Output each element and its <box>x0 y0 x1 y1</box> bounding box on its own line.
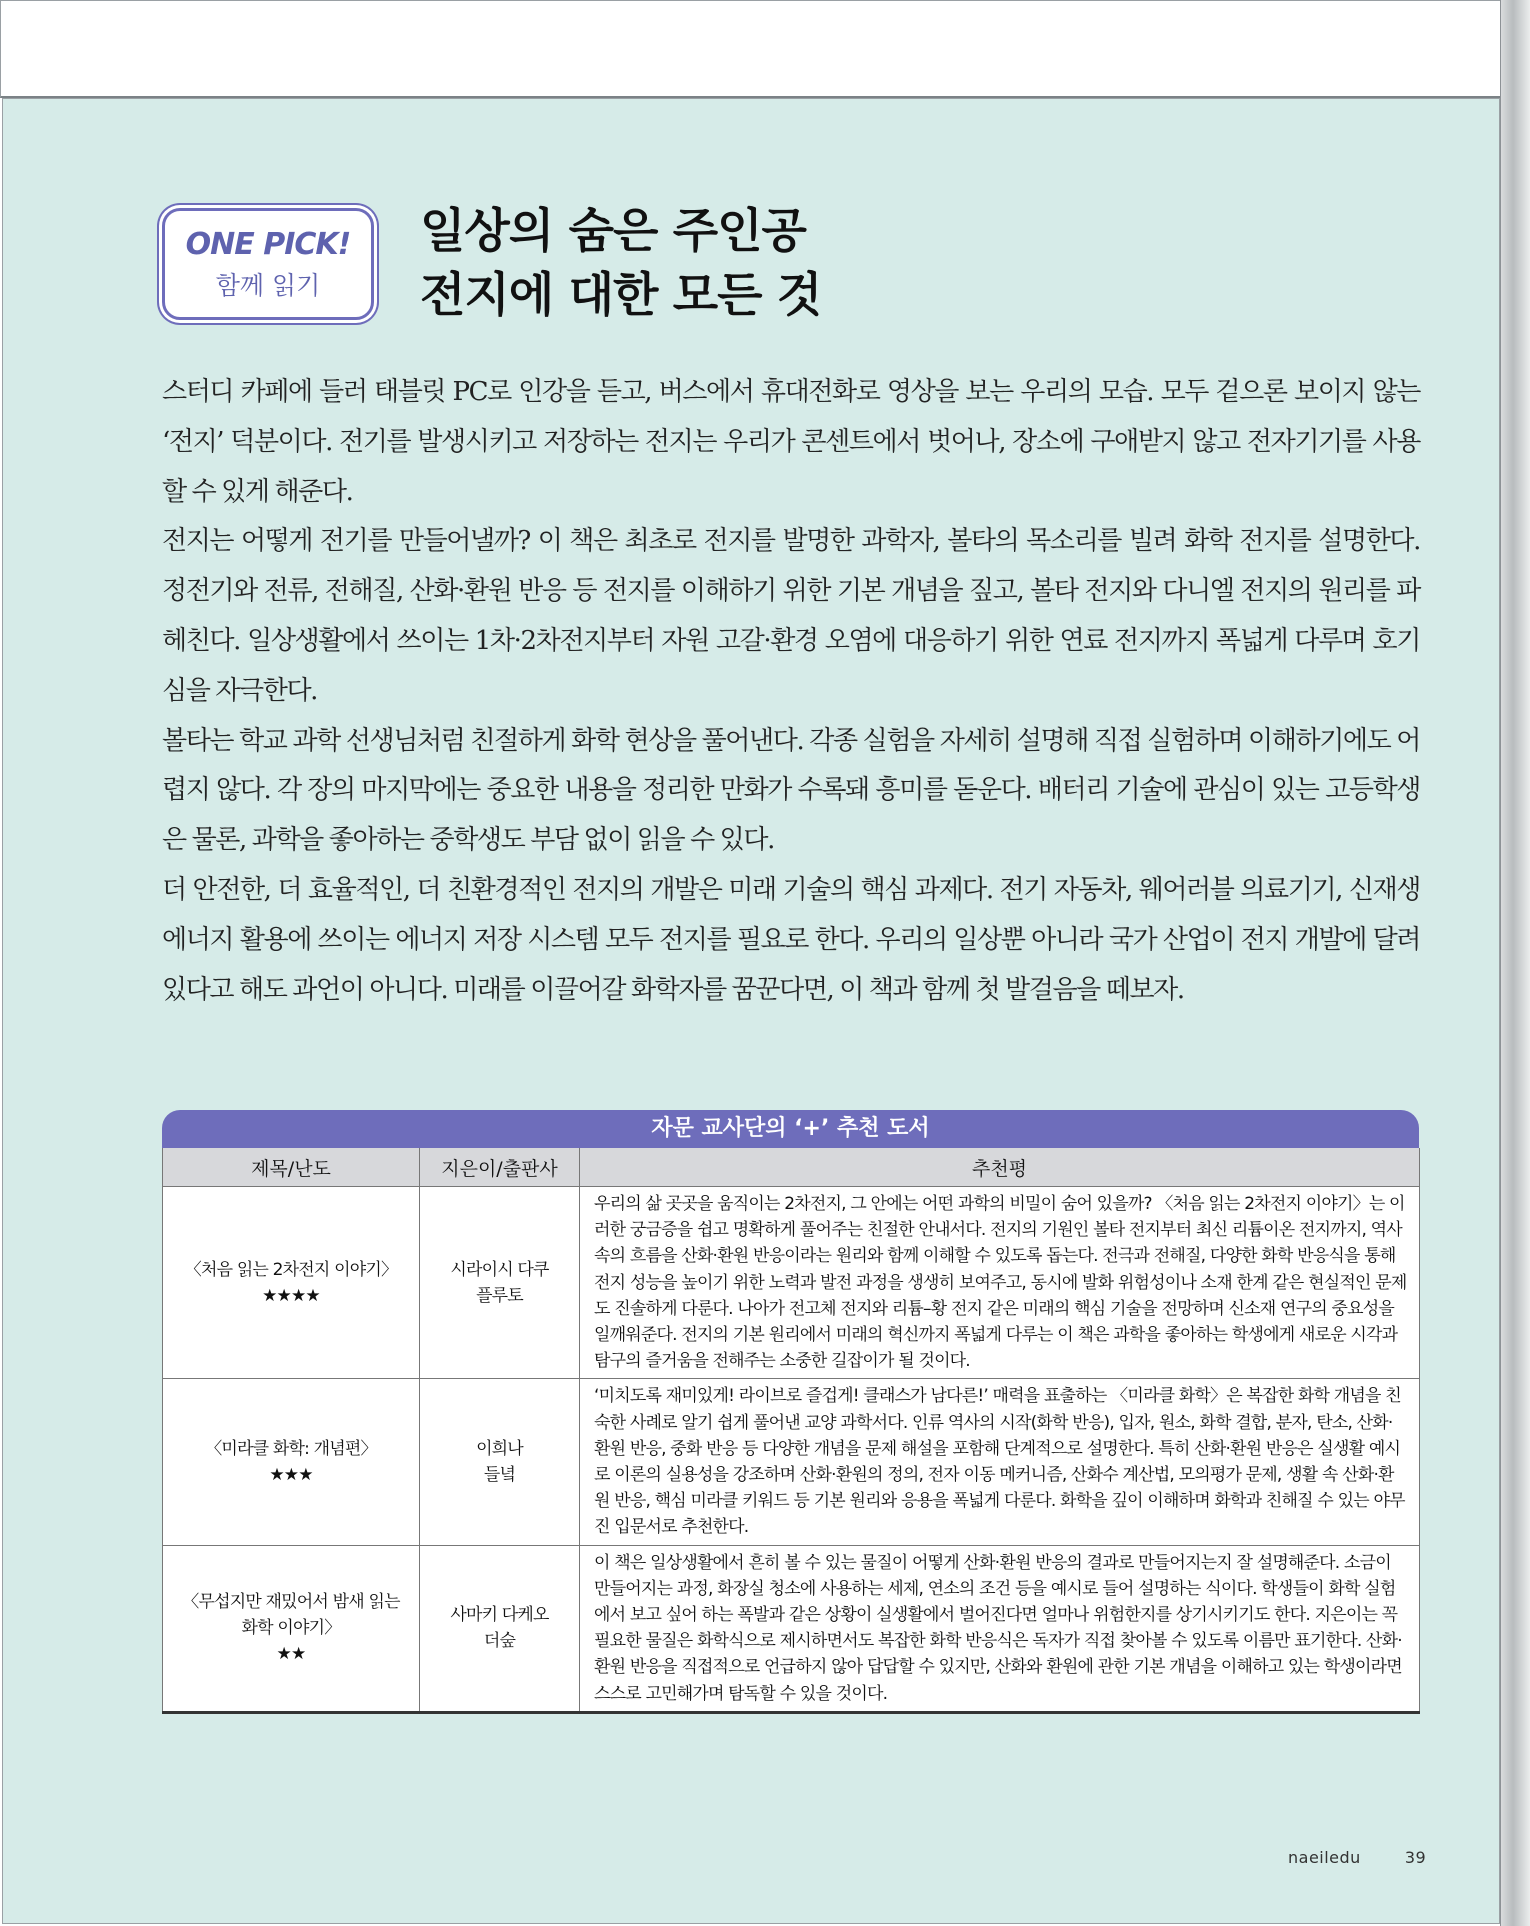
books-table <box>162 1148 1420 1714</box>
book-title: 〈처음 읽는 2차전지 이야기〉 <box>184 1259 398 1280</box>
paragraph: 더 안전한, 더 효율적인, 더 친환경적인 전지의 개발은 미래 기술의 핵심 과제다. 전기 자동차, 웨어러블 의료기기, 신재생 에너지 활용에 쓰이는 에너지 저장 시스템 모두 전지를 필요로 한다. 우리의 일상뿐 아니라 국가 산업이 전지 개발에 달려 있다고 해도 과언이 아니다. 미래를 이끌어갈 화학자를 꿈꾼다면, 이 책과 함께 첫 발걸음을 떼보자. <box>162 874 1420 1005</box>
book-author-cell <box>420 1545 580 1712</box>
book-review: 이 책은 일상생활에서 흔히 볼 수 있는 물질이 어떻게 산화·환원 반응의 결과로 만들어지는지 잘 설명해준다. 소금이 만들어지는 과정, 화장실 청소에 사용하는 세제, 연소의 조건 등을 예시로 들어 설명하는 식이다. 학생들이 화학 실험에서 보고 싶어 하는 폭발과 같은 상황이 실생활에서 벌어진다면 얼마나 위험한지를 상기시키기도 한다. 지은이는 꼭 필요한 물질은 화학식으로 제시하면서도 복잡한 화학 반응식은 독자가 직접 찾아볼 수 있도록 이름만 표기한다. 산화·환원 반응을 직접적으로 언급하지 않아 답답할 수 있지만, 산화와 환원에 관한 기본 개념을 이해하고 있는 학생이라면 스스로 고민해가며 탐독할 수 있을 것이다. <box>580 1545 1420 1712</box>
headline <box>420 200 1420 328</box>
table-row <box>163 1545 1420 1712</box>
paragraph: 볼타는 학교 과학 선생님처럼 친절하게 화학 현상을 풀어낸다. 각종 실험을 자세히 설명해 직접 실험하며 이해하기에도 어렵지 않다. 각 장의 마지막에는 중요한 내용을 정리한 만화가 수록돼 흥미를 돋운다. 배터리 기술에 관심이 있는 고등학생은 물론, 과학을 좋아하는 중학생도 부담 없이 읽을 수 있다. <box>162 725 1420 856</box>
book-review: 우리의 삶 곳곳을 움직이는 2차전지, 그 안에는 어떤 과학의 비밀이 숨어 있을까? 〈처음 읽는 2차전지 이야기〉는 이러한 궁금증을 쉽고 명확하게 풀어주는 친절한 안내서다. 전지의 기원인 볼타 전지부터 최신 리튬이온 전지까지, 역사 속의 흐름을 산화·환원 반응이라는 원리와 함께 이해할 수 있도록 돕는다. 전극과 전해질, 다양한 화학 반응식을 통해 전지 성능을 높이기 위한 노력과 발전 과정을 생생히 보여주고, 동시에 발화 위험성이나 소재 한계 같은 현실적인 문제도 진솔하게 다룬다. 나아가 전고체 전지와 리튬–황 전지 같은 미래의 핵심 기술을 전망하며 신소재 연구의 중요성을 일깨워준다. 전지의 기본 원리에서 미래의 혁신까지 폭넓게 다루는 이 책은 과학을 좋아하는 학생에게 새로운 시각과 탐구의 즐거움을 전해주는 소중한 길잡이가 될 것이다. <box>580 1187 1420 1379</box>
book-author: 이희나 <box>476 1439 523 1460</box>
recommended-books <box>162 1110 1419 1714</box>
book-author-cell <box>420 1187 580 1379</box>
book-publisher: 플루토 <box>476 1285 523 1306</box>
table-row <box>163 1187 1420 1379</box>
book-publisher: 더숲 <box>483 1631 516 1652</box>
page-top-margin <box>0 0 1515 98</box>
header-author: 지은이/출판사 <box>420 1148 580 1187</box>
book-title: 〈무섭지만 재밌어서 밤새 읽는 화학 이야기〉 <box>182 1592 400 1639</box>
header-review: 추천평 <box>580 1148 1420 1187</box>
article-body <box>162 368 1420 1015</box>
page-edge <box>1500 0 1530 1926</box>
book-title-cell <box>163 1379 420 1545</box>
table-header-row <box>163 1148 1420 1187</box>
paragraph: 전지는 어떻게 전기를 만들어낼까? 이 책은 최초로 전지를 발명한 과학자, 볼타의 목소리를 빌려 화학 전지를 설명한다. 정전기와 전류, 전해질, 산화·환원 반응 등 전지를 이해하기 위한 기본 개념을 짚고, 볼타 전지와 다니엘 전지의 원리를 파헤친다. 일상생활에서 쓰이는 1차·2차전지부터 자원 고갈·환경 오염에 대응하기 위한 연료 전지까지 폭넓게 다루며 호기심을 자극한다. <box>162 526 1420 706</box>
table-title: 자문 교사단의 ‘+’ 추천 도서 <box>162 1110 1419 1148</box>
book-title-cell <box>163 1187 420 1379</box>
book-title: 〈미라클 화학: 개념편〉 <box>205 1439 377 1460</box>
headline-line-1: 일상의 숨은 주인공 <box>420 204 806 259</box>
book-review: ‘미치도록 재미있게! 라이브로 즐겁게! 클래스가 남다른!’ 매력을 표출하는 〈미라클 화학〉은 복잡한 화학 개념을 친숙한 사례로 알기 쉽게 풀어낸 교양 과학서다. 인류 역사의 시작(화학 반응), 입자, 원소, 화학 결합, 분자, 탄소, 산화·환원 반응, 중화 반응 등 다양한 개념을 문제 해설을 포함해 단계적으로 설명한다. 특히 산화·환원 반응은 실생활 예시로 이론의 실용성을 강조하며 산화·환원의 정의, 전자 이동 메커니즘, 산화수 계산법, 모의평가 문제, 생활 속 산화·환원 반응, 핵심 미라클 키워드 등 기본 원리와 응용을 폭넓게 다룬다. 화학을 깊이 이해하며 화학과 친해질 수 있는 야무진 입문서로 추천한다. <box>580 1379 1420 1545</box>
book-author-cell <box>420 1379 580 1545</box>
book-author: 시라이시 다쿠 <box>450 1259 549 1280</box>
badge-main-label: ONE PICK! <box>185 226 351 262</box>
book-author: 사마키 다케오 <box>450 1605 549 1626</box>
book-publisher: 들녘 <box>483 1465 516 1486</box>
page-footer <box>1288 1848 1426 1867</box>
footer-brand: naeiledu <box>1288 1848 1361 1867</box>
table-row <box>163 1379 1420 1545</box>
paragraph: 스터디 카페에 들러 태블릿 PC로 인강을 듣고, 버스에서 휴대전화로 영상을 보는 우리의 모습. 모두 겉으론 보이지 않는 ‘전지’ 덕분이다. 전기를 발생시키고 저장하는 전지는 우리가 콘센트에서 벗어나, 장소에 구애받지 않고 전자기기를 사용할 수 있게 해준다. <box>162 377 1420 507</box>
book-title-cell <box>163 1545 420 1712</box>
difficulty-stars: ★★★★ <box>262 1285 320 1306</box>
header-title: 제목/난도 <box>163 1148 420 1187</box>
difficulty-stars: ★★ <box>276 1644 306 1665</box>
page-number: 39 <box>1404 1848 1427 1867</box>
difficulty-stars: ★★★ <box>269 1465 313 1486</box>
one-pick-badge <box>162 208 374 320</box>
badge-sub-label: 함께 읽기 <box>215 270 321 300</box>
headline-line-2: 전지에 대한 모든 것 <box>420 268 822 323</box>
